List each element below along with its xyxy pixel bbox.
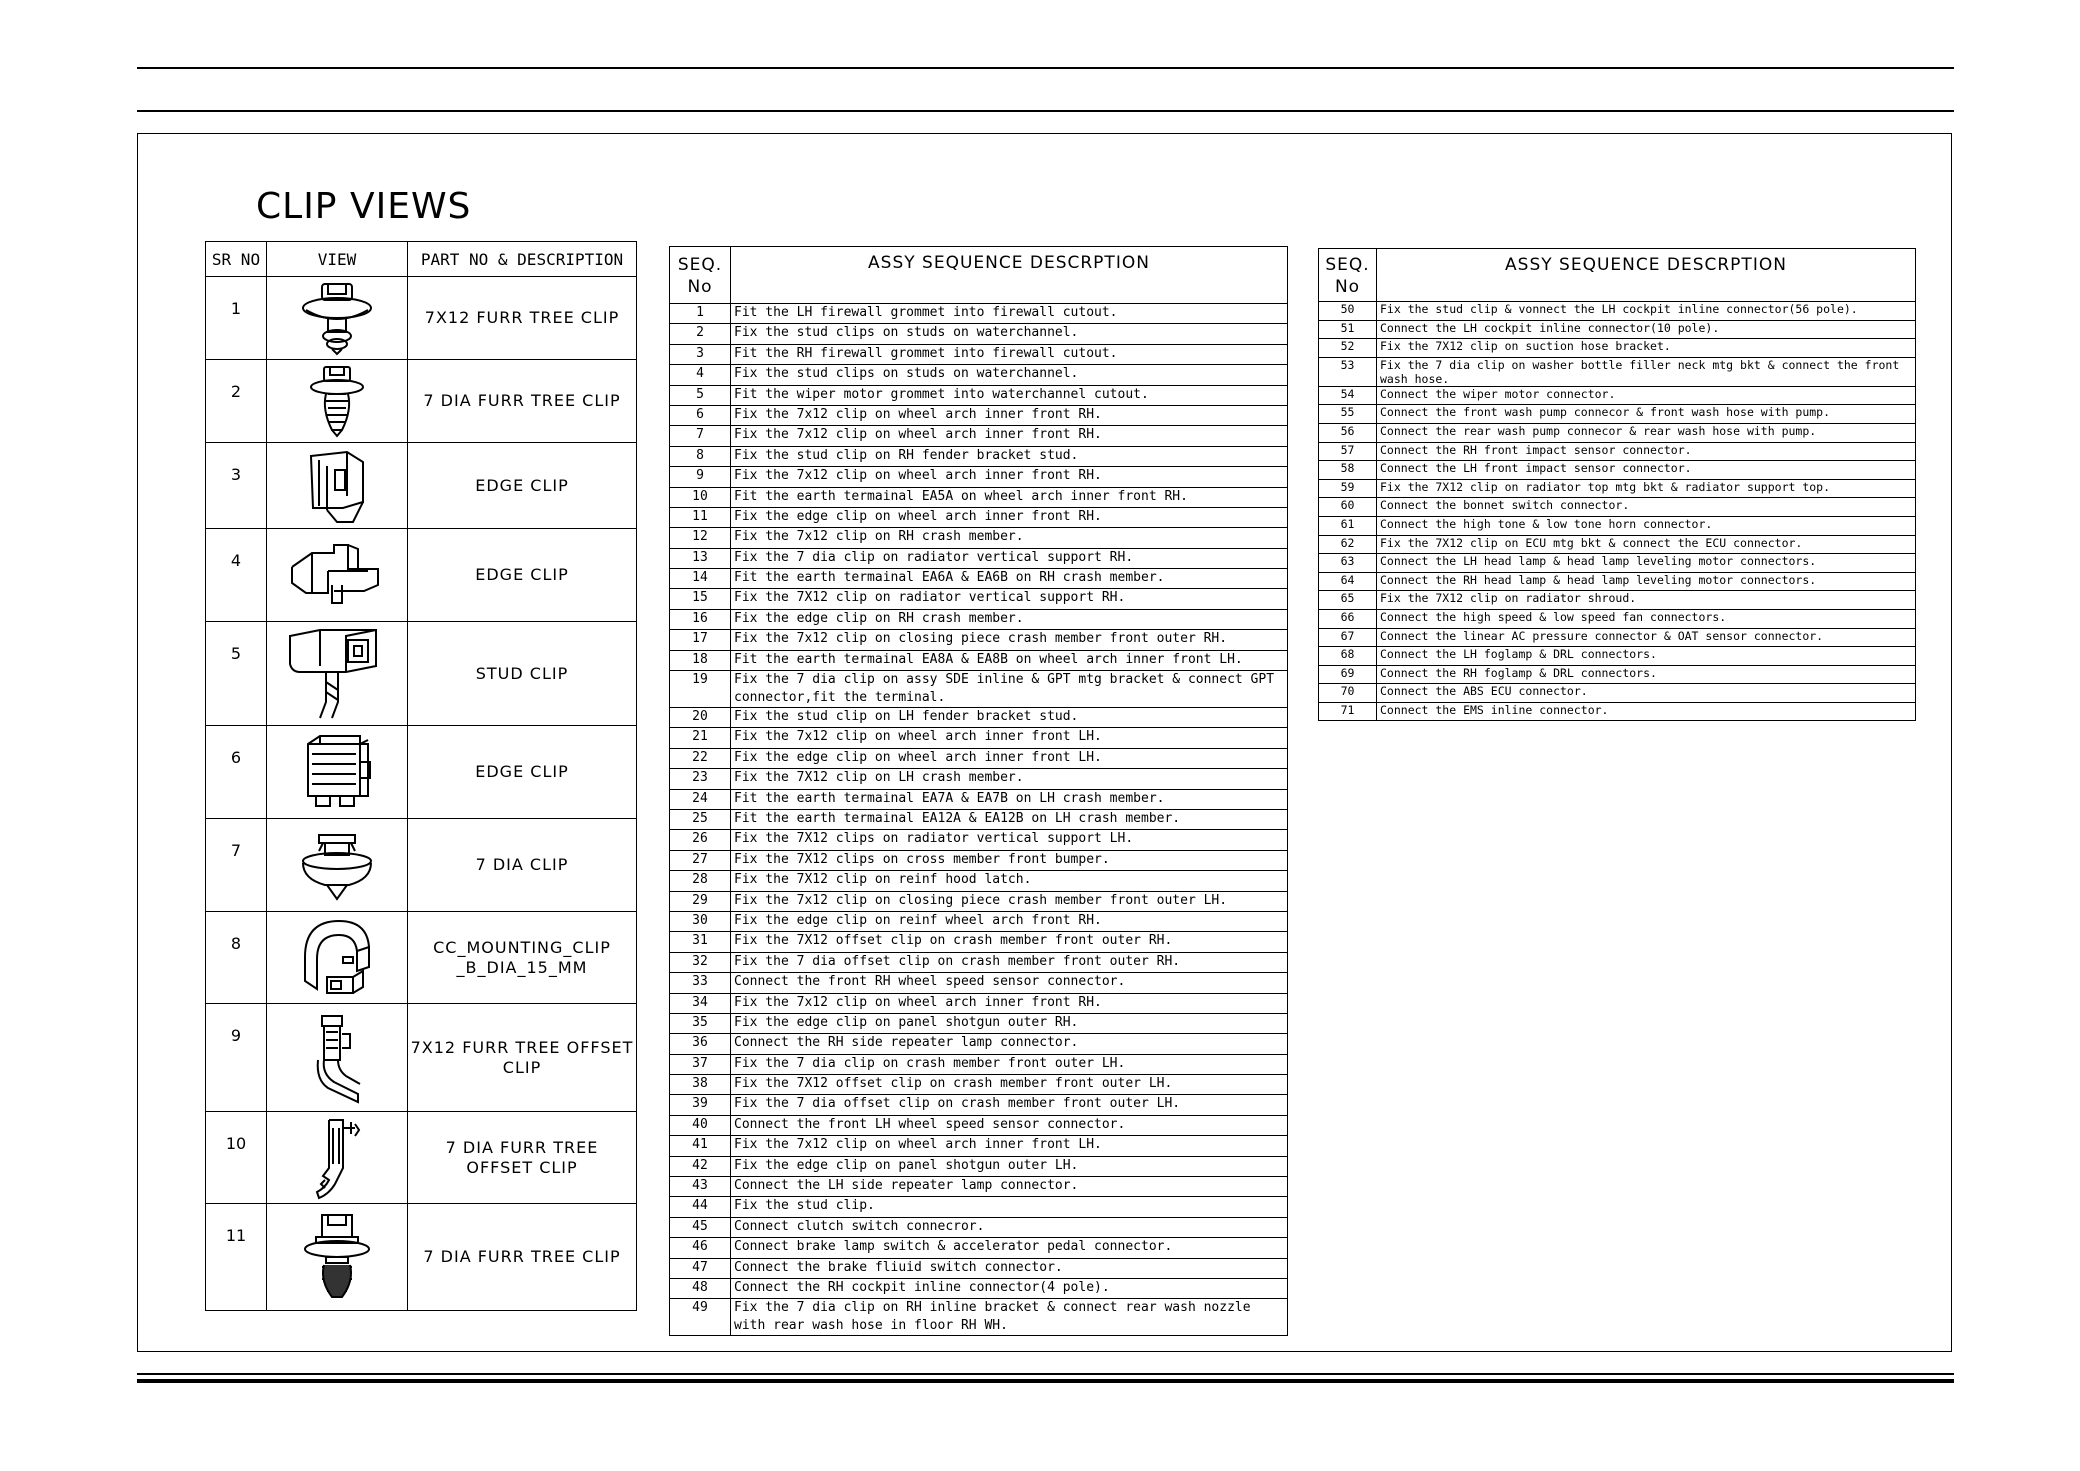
top-rule-2: [137, 110, 1954, 112]
clip-row: [206, 912, 637, 1004]
clip-row: [206, 1204, 637, 1311]
sequence-description: Fix the stud clips on studs on waterchannel.: [731, 324, 1288, 344]
sequence-row: [1319, 498, 1916, 517]
sequence-description: Connect the LH front impact sensor connector.: [1377, 461, 1916, 480]
sequence-row: [670, 850, 1288, 870]
sequence-row: [670, 487, 1288, 507]
sequence-description: Fix the 7x12 clip on wheel arch inner front RH.: [731, 993, 1288, 1013]
sequence-description: Fix the 7X12 clip on radiator vertical support RH.: [731, 589, 1288, 609]
clip-row: [206, 277, 637, 360]
sequence-row: [670, 507, 1288, 527]
sequence-description: Fix the 7X12 clip on radiator top mtg bkt & radiator support top.: [1377, 479, 1916, 498]
sequence-description: Connect the RH head lamp & head lamp leveling motor connectors.: [1377, 572, 1916, 591]
sequence-description: Fix the 7x12 clip on wheel arch inner front LH.: [731, 728, 1288, 748]
sequence-description: Fix the 7x12 clip on wheel arch inner front RH.: [731, 405, 1288, 425]
clip-sr: 8: [206, 912, 267, 1004]
clip-view: [267, 1204, 408, 1311]
sequence-description: Fix the 7 dia offset clip on crash member front outer RH.: [731, 952, 1288, 972]
sequence-number: 8: [670, 446, 731, 466]
sequence-number: 54: [1319, 386, 1377, 405]
sequence-number: 32: [670, 952, 731, 972]
sequence-row: [670, 911, 1288, 931]
sequence-description: Fix the edge clip on reinf wheel arch front RH.: [731, 911, 1288, 931]
clip-row: [206, 622, 637, 726]
sequence-row: [670, 1034, 1288, 1054]
sequence-description: Connect the RH side repeater lamp connector.: [731, 1034, 1288, 1054]
sequence-row: [670, 830, 1288, 850]
clip-row: [206, 819, 637, 912]
sequence-number: 60: [1319, 498, 1377, 517]
sequence-row: [1319, 461, 1916, 480]
sequence-description: Connect the wiper motor connector.: [1377, 386, 1916, 405]
sequence-number: 68: [1319, 647, 1377, 666]
sequence-row: [1319, 647, 1916, 666]
sequence-number: 57: [1319, 442, 1377, 461]
sequence-number: 11: [670, 507, 731, 527]
sequence-number: 36: [670, 1034, 731, 1054]
sequence-number: 55: [1319, 405, 1377, 424]
sequence-row: [670, 528, 1288, 548]
sequence-row: [1319, 609, 1916, 628]
clip-view: [267, 622, 408, 726]
sequence-description: Connect the RH foglamp & DRL connectors.: [1377, 665, 1916, 684]
clip-desc: EDGE CLIP: [408, 443, 637, 529]
sequence-number: 21: [670, 728, 731, 748]
sequence-row: [670, 1156, 1288, 1176]
seq-no-header: [670, 247, 731, 304]
sequence-row: [1319, 702, 1916, 721]
sequence-description: Fix the stud clips on studs on waterchannel.: [731, 365, 1288, 385]
sequence-number: 16: [670, 609, 731, 629]
sequence-description: Fix the 7X12 clip on suction hose bracket.: [1377, 339, 1916, 358]
sequence-description: Fit the earth termainal EA5A on wheel arch inner front RH.: [731, 487, 1288, 507]
sequence-description: Fix the edge clip on panel shotgun outer RH.: [731, 1013, 1288, 1033]
clip-desc: 7 DIA FURR TREE CLIP: [408, 360, 637, 443]
sequence-row: [1319, 665, 1916, 684]
sequence-number: 40: [670, 1115, 731, 1135]
sequence-number: 25: [670, 809, 731, 829]
sequence-row: [670, 1278, 1288, 1298]
sequence-description: Connect the LH foglamp & DRL connectors.: [1377, 647, 1916, 666]
sequence-row: [1319, 554, 1916, 573]
sequence-description: Fix the 7X12 clip on reinf hood latch.: [731, 871, 1288, 891]
sequence-description: Connect the front RH wheel speed sensor connector.: [731, 973, 1288, 993]
sequence-description: Fix the 7x12 clip on closing piece crash member front outer RH.: [731, 630, 1288, 650]
sequence-row: [670, 1054, 1288, 1074]
sequence-row: [1319, 386, 1916, 405]
sequence-number: 65: [1319, 591, 1377, 610]
sequence-description: Connect the LH head lamp & head lamp leveling motor connectors.: [1377, 554, 1916, 573]
sequence-description: Connect the high tone & low tone horn connector.: [1377, 516, 1916, 535]
clip-view: [267, 529, 408, 622]
sequence-row: [670, 365, 1288, 385]
sequence-description: Fix the 7 dia clip on radiator vertical support RH.: [731, 548, 1288, 568]
sequence-row: [670, 1177, 1288, 1197]
sequence-description: Connect the linear AC pressure connector & OAT sensor connector.: [1377, 628, 1916, 647]
sequence-description: Fit the earth termainal EA6A & EA6B on RH crash member.: [731, 569, 1288, 589]
sequence-number: 20: [670, 708, 731, 728]
sequence-description: Fix the 7 dia clip on washer bottle filler neck mtg bkt & connect the front wash hose.: [1377, 357, 1916, 386]
sequence-description: Fit the earth termainal EA12A & EA12B on LH crash member.: [731, 809, 1288, 829]
sequence-description: Fix the stud clip.: [731, 1197, 1288, 1217]
sequence-row: [670, 1095, 1288, 1115]
sequence-number: 42: [670, 1156, 731, 1176]
seq-left-body: [670, 304, 1288, 1336]
sequence-row: [670, 650, 1288, 670]
sequence-number: 38: [670, 1075, 731, 1095]
clip-view: [267, 912, 408, 1004]
clip-sr: 10: [206, 1112, 267, 1204]
sequence-number: 70: [1319, 684, 1377, 703]
sequence-number: 12: [670, 528, 731, 548]
clip-sr: 9: [206, 1004, 267, 1112]
clip-row: [206, 443, 637, 529]
sequence-description: Fix the 7 dia clip on crash member front outer LH.: [731, 1054, 1288, 1074]
sequence-description: Fix the 7X12 offset clip on crash member front outer RH.: [731, 932, 1288, 952]
sequence-description: Connect the EMS inline connector.: [1377, 702, 1916, 721]
sequence-row: [1319, 339, 1916, 358]
sequence-number: 5: [670, 385, 731, 405]
sequence-row: [670, 1013, 1288, 1033]
sequence-description: Fix the 7X12 offset clip on crash member front outer LH.: [731, 1075, 1288, 1095]
seq-right-body: [1319, 302, 1916, 721]
sequence-number: 23: [670, 769, 731, 789]
sequence-number: 62: [1319, 535, 1377, 554]
sequence-number: 61: [1319, 516, 1377, 535]
sequence-description: Connect the RH front impact sensor connector.: [1377, 442, 1916, 461]
sequence-number: 39: [670, 1095, 731, 1115]
clip-sr: 7: [206, 819, 267, 912]
sequence-row: [1319, 591, 1916, 610]
furr-tree-clip-icon: [292, 280, 382, 356]
sequence-number: 44: [670, 1197, 731, 1217]
sequence-number: 26: [670, 830, 731, 850]
seq-right-header: [1319, 249, 1916, 302]
bottom-rule-thick: [137, 1379, 1954, 1383]
sequence-number: 56: [1319, 423, 1377, 442]
sequence-row: [670, 1238, 1288, 1258]
sequence-number: 24: [670, 789, 731, 809]
clip-sr: 2: [206, 360, 267, 443]
sequence-number: 3: [670, 344, 731, 364]
sequence-number: 53: [1319, 357, 1377, 386]
sequence-description: Connect the LH cockpit inline connector(10 pole).: [1377, 320, 1916, 339]
sequence-number: 28: [670, 871, 731, 891]
sequence-number: 6: [670, 405, 731, 425]
sequence-row: [670, 973, 1288, 993]
sequence-row: [1319, 628, 1916, 647]
clip-views-table: [205, 241, 637, 1311]
sequence-row: [670, 1197, 1288, 1217]
sequence-row: [670, 708, 1288, 728]
seq-no-header-label: SEQ. No: [677, 255, 723, 297]
sequence-row: [1319, 684, 1916, 703]
clip-view: [267, 1112, 408, 1204]
sequence-number: 47: [670, 1258, 731, 1278]
sequence-row: [670, 446, 1288, 466]
sequence-row: [670, 405, 1288, 425]
sequence-description: Fit the RH firewall grommet into firewall cutout.: [731, 344, 1288, 364]
sequence-number: 49: [670, 1299, 731, 1336]
sequence-number: 18: [670, 650, 731, 670]
sequence-number: 31: [670, 932, 731, 952]
sequence-number: 45: [670, 1217, 731, 1237]
clip-row: [206, 1112, 637, 1204]
sequence-number: 27: [670, 850, 731, 870]
sequence-row: [670, 891, 1288, 911]
offset-clip-icon: [292, 1008, 382, 1108]
sequence-number: 69: [1319, 665, 1377, 684]
sequence-description: Connect the ABS ECU connector.: [1377, 684, 1916, 703]
sequence-row: [670, 589, 1288, 609]
sequence-number: 22: [670, 748, 731, 768]
sequence-row: [670, 426, 1288, 446]
sequence-row: [670, 569, 1288, 589]
sequence-row: [1319, 535, 1916, 554]
clip-view: [267, 443, 408, 529]
seq-left-header: [670, 247, 1288, 304]
sequence-number: 4: [670, 365, 731, 385]
sequence-number: 64: [1319, 572, 1377, 591]
sequence-number: 51: [1319, 320, 1377, 339]
sequence-number: 58: [1319, 461, 1377, 480]
sequence-number: 48: [670, 1278, 731, 1298]
sequence-number: 30: [670, 911, 731, 931]
sequence-number: 35: [670, 1013, 731, 1033]
sequence-description: Fix the 7X12 clip on radiator shroud.: [1377, 591, 1916, 610]
sequence-row: [670, 932, 1288, 952]
sequence-description: Connect the front wash pump connecor & front wash hose with pump.: [1377, 405, 1916, 424]
sequence-description: Connect the high speed & low speed fan connectors.: [1377, 609, 1916, 628]
sequence-description: Fix the 7 dia clip on RH inline bracket & connect rear wash nozzle with rear wash hose in floor RH WH.: [731, 1299, 1288, 1336]
clip-desc: 7X12 FURR TREE CLIP: [408, 277, 637, 360]
sequence-row: [670, 1075, 1288, 1095]
clip-sr: 11: [206, 1204, 267, 1311]
sequence-description: Fix the 7X12 clip on ECU mtg bkt & connect the ECU connector.: [1377, 535, 1916, 554]
clip-desc: 7 DIA FURR TREE OFFSET CLIP: [408, 1112, 637, 1204]
sequence-description: Fit the earth termainal EA8A & EA8B on wheel arch inner front LH.: [731, 650, 1288, 670]
sequence-number: 19: [670, 671, 731, 708]
sequence-description: Fit the earth termainal EA7A & EA7B on LH crash member.: [731, 789, 1288, 809]
clip-row: [206, 529, 637, 622]
sequence-row: [1319, 442, 1916, 461]
sequence-description: Connect the bonnet switch connector.: [1377, 498, 1916, 517]
sequence-row: [1319, 320, 1916, 339]
sequence-row: [670, 324, 1288, 344]
sequence-row: [670, 630, 1288, 650]
sequence-number: 33: [670, 973, 731, 993]
sequence-description: Fix the 7x12 clip on wheel arch inner front LH.: [731, 1136, 1288, 1156]
sequence-description: Fix the stud clip on LH fender bracket stud.: [731, 708, 1288, 728]
sequence-row: [670, 728, 1288, 748]
seq-no-header: [1319, 249, 1377, 302]
stud-clip-icon: [282, 626, 392, 722]
sequence-number: 63: [1319, 554, 1377, 573]
clip-desc: EDGE CLIP: [408, 726, 637, 819]
sequence-number: 2: [670, 324, 731, 344]
sequence-number: 59: [1319, 479, 1377, 498]
sequence-row: [1319, 479, 1916, 498]
sequence-number: 43: [670, 1177, 731, 1197]
sequence-row: [1319, 302, 1916, 321]
seq-desc-header: ASSY SEQUENCE DESCRPTION: [731, 247, 1288, 304]
sequence-description: Fit the LH firewall grommet into firewall cutout.: [731, 304, 1288, 324]
sequence-row: [1319, 357, 1916, 386]
sequence-row: [670, 467, 1288, 487]
dia-clip-icon: [287, 827, 387, 903]
sequence-row: [1319, 405, 1916, 424]
sequence-number: 46: [670, 1238, 731, 1258]
sequence-row: [670, 789, 1288, 809]
sequence-number: 1: [670, 304, 731, 324]
sequence-number: 29: [670, 891, 731, 911]
clip-sr: 5: [206, 622, 267, 726]
sequence-number: 67: [1319, 628, 1377, 647]
sequence-description: Connect brake lamp switch & accelerator pedal connector.: [731, 1238, 1288, 1258]
sequence-row: [670, 385, 1288, 405]
dia-furr-tree-clip-icon: [302, 363, 372, 439]
sequence-row: [670, 993, 1288, 1013]
sequence-number: 41: [670, 1136, 731, 1156]
sequence-description: Fix the edge clip on panel shotgun outer LH.: [731, 1156, 1288, 1176]
bottom-rule-thin: [137, 1373, 1954, 1375]
edge-clip-box-icon: [292, 732, 382, 812]
sequence-number: 10: [670, 487, 731, 507]
sequence-description: Fix the edge clip on RH crash member.: [731, 609, 1288, 629]
sr-no-header: SR NO: [206, 242, 267, 277]
clip-sr: 6: [206, 726, 267, 819]
top-rule-1: [137, 67, 1954, 69]
sequence-description: Fix the 7X12 clips on cross member front bumper.: [731, 850, 1288, 870]
sequence-row: [670, 1136, 1288, 1156]
sequence-row: [670, 671, 1288, 708]
dia-furr-tree-clip-2-icon: [292, 1209, 382, 1305]
sequence-number: 9: [670, 467, 731, 487]
sequence-description: Fix the stud clip & vonnect the LH cockpit inline connector(56 pole).: [1377, 302, 1916, 321]
sequence-number: 66: [1319, 609, 1377, 628]
sequence-description: Connect the front LH wheel speed sensor connector.: [731, 1115, 1288, 1135]
clip-desc: EDGE CLIP: [408, 529, 637, 622]
sequence-description: Fix the 7X12 clips on radiator vertical support LH.: [731, 830, 1288, 850]
sequence-row: [670, 871, 1288, 891]
sequence-row: [670, 1258, 1288, 1278]
sequence-description: Connect clutch switch connecror.: [731, 1217, 1288, 1237]
sequence-description: Fit the wiper motor grommet into waterchannel cutout.: [731, 385, 1288, 405]
clip-view: [267, 1004, 408, 1112]
sequence-number: 15: [670, 589, 731, 609]
sequence-description: Connect the brake fliuid switch connector.: [731, 1258, 1288, 1278]
part-header: PART NO & DESCRIPTION: [408, 242, 637, 277]
page-title: CLIP VIEWS: [256, 186, 472, 227]
sequence-number: 37: [670, 1054, 731, 1074]
clip-view: [267, 726, 408, 819]
sequence-description: Fix the edge clip on wheel arch inner front LH.: [731, 748, 1288, 768]
sequence-description: Fix the edge clip on wheel arch inner front RH.: [731, 507, 1288, 527]
clip-desc: 7 DIA CLIP: [408, 819, 637, 912]
sequence-row: [670, 769, 1288, 789]
sequence-row: [670, 1299, 1288, 1336]
sequence-description: Fix the 7x12 clip on closing piece crash member front outer LH.: [731, 891, 1288, 911]
view-header: VIEW: [267, 242, 408, 277]
sequence-row: [670, 809, 1288, 829]
mounting-clip-icon: [287, 917, 387, 999]
clip-table-header: [206, 242, 637, 277]
sequence-row: [670, 609, 1288, 629]
sequence-description: Fix the 7x12 clip on RH crash member.: [731, 528, 1288, 548]
clip-view: [267, 277, 408, 360]
sequence-description: Connect the rear wash pump connecor & rear wash hose with pump.: [1377, 423, 1916, 442]
sequence-row: [1319, 423, 1916, 442]
sequence-description: Fix the 7 dia clip on assy SDE inline & GPT mtg bracket & connect GPT connector,fit the terminal.: [731, 671, 1288, 708]
seq-no-header-label: SEQ. No: [1325, 255, 1370, 297]
clip-view: [267, 360, 408, 443]
sequence-number: 50: [1319, 302, 1377, 321]
sequence-row: [1319, 572, 1916, 591]
sequence-number: 13: [670, 548, 731, 568]
sequence-number: 52: [1319, 339, 1377, 358]
clip-desc: 7 DIA FURR TREE CLIP: [408, 1204, 637, 1311]
clip-row: [206, 1004, 637, 1112]
sequence-number: 17: [670, 630, 731, 650]
sequence-row: [670, 548, 1288, 568]
assy-sequence-table-right: [1318, 248, 1916, 721]
sequence-number: 7: [670, 426, 731, 446]
clip-view: [267, 819, 408, 912]
clip-row: [206, 360, 637, 443]
sequence-row: [670, 1217, 1288, 1237]
sequence-description: Fix the 7X12 clip on LH crash member.: [731, 769, 1288, 789]
clip-desc: STUD CLIP: [408, 622, 637, 726]
sequence-number: 34: [670, 993, 731, 1013]
sequence-row: [670, 1115, 1288, 1135]
sequence-description: Fix the 7x12 clip on wheel arch inner front RH.: [731, 426, 1288, 446]
sequence-row: [1319, 516, 1916, 535]
sequence-description: Connect the LH side repeater lamp connector.: [731, 1177, 1288, 1197]
clip-sr: 3: [206, 443, 267, 529]
sequence-description: Fix the stud clip on RH fender bracket stud.: [731, 446, 1288, 466]
sequence-number: 71: [1319, 702, 1377, 721]
dia-offset-clip-icon: [297, 1114, 377, 1202]
assy-sequence-table-left: [669, 246, 1288, 1336]
sequence-number: 14: [670, 569, 731, 589]
clip-sr: 4: [206, 529, 267, 622]
sequence-description: Fix the 7 dia offset clip on crash member front outer LH.: [731, 1095, 1288, 1115]
sequence-row: [670, 748, 1288, 768]
sequence-description: Connect the RH cockpit inline connector(4 pole).: [731, 1278, 1288, 1298]
seq-desc-header: ASSY SEQUENCE DESCRPTION: [1377, 249, 1916, 302]
clip-sr: 1: [206, 277, 267, 360]
edge-clip-icon: [297, 446, 377, 526]
edge-clip-side-icon: [282, 539, 392, 611]
clip-desc: CC_MOUNTING_CLIP _B_DIA_15_MM: [408, 912, 637, 1004]
clip-desc: 7X12 FURR TREE OFFSET CLIP: [408, 1004, 637, 1112]
sequence-description: Fix the 7x12 clip on wheel arch inner front RH.: [731, 467, 1288, 487]
clip-row: [206, 726, 637, 819]
sequence-row: [670, 952, 1288, 972]
sequence-row: [670, 344, 1288, 364]
sequence-row: [670, 304, 1288, 324]
